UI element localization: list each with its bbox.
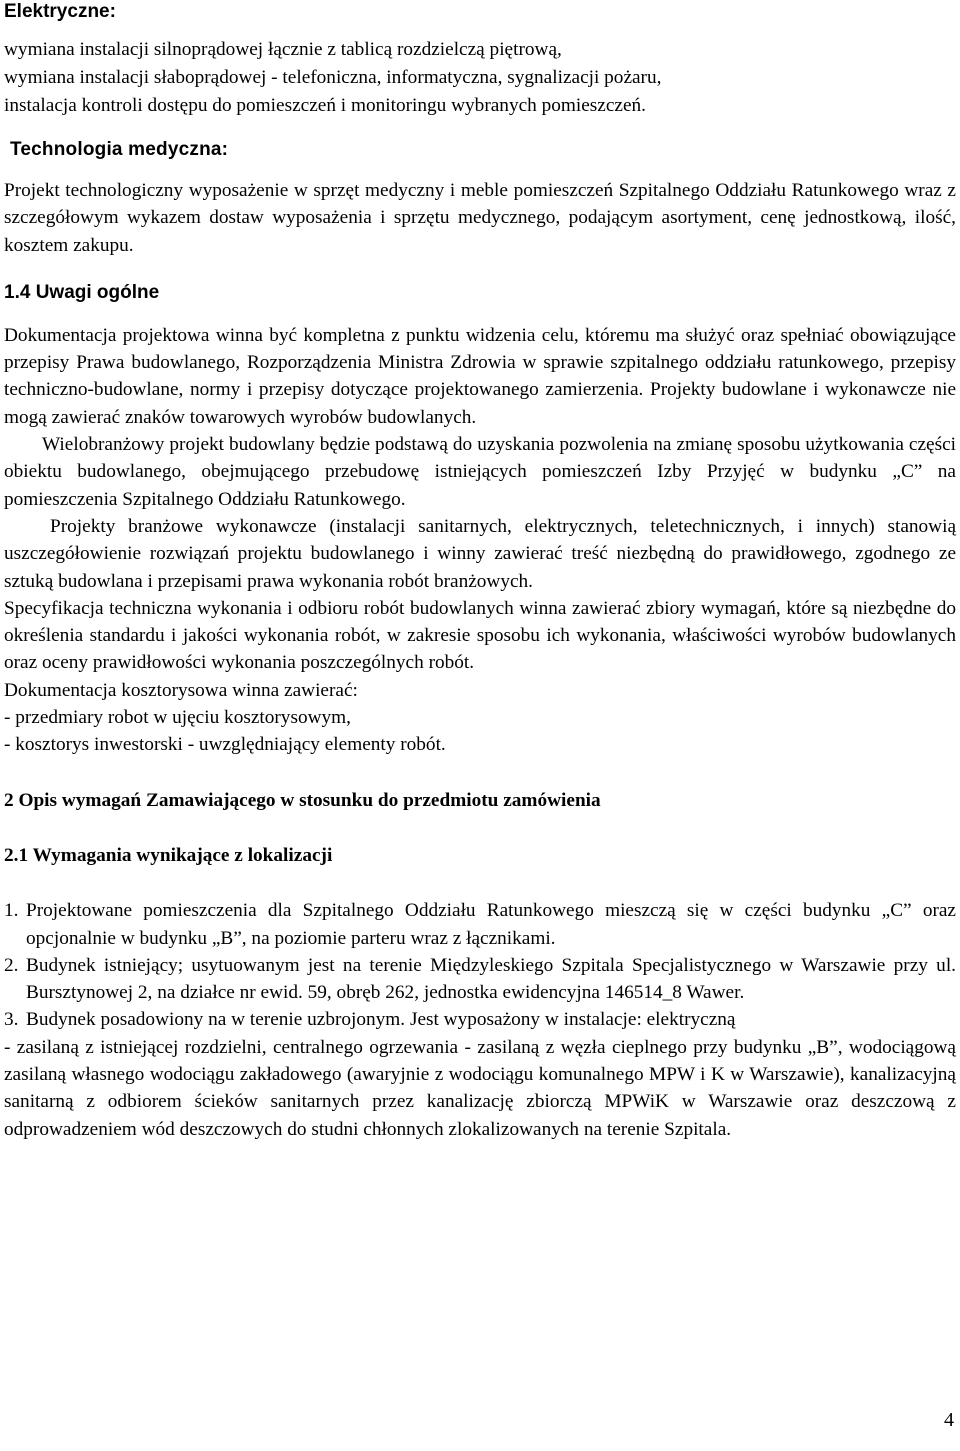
- list-number: 1.: [4, 900, 19, 922]
- technologia-paragraph: Projekt technologiczny wyposażenie w sprzęt medyczny i meble pomieszczeń Szpitalnego Oddziału Ratunkowego wraz z szczegółowym wykazem dostaw wyposażenia i sprzętu medycznego, podającym asortyment, cenę jednostkową, ilość, kosztem zakupu.: [4, 180, 956, 256]
- document-page: [4, 0, 956, 1143]
- list-text: Projektowane pomieszczenia dla Szpitalnego Oddziału Ratunkowego mieszczą się w części budynku „C” oraz opcjonalnie w budynku „B”, na poziomie parteru wraz z łącznikami.: [26, 900, 956, 949]
- elektryczne-lines: [4, 36, 956, 120]
- requirements-list: [4, 897, 956, 1143]
- list-continuation: - zasilaną z istniejącej rozdzielni, centralnego ogrzewania - zasilaną z węzła cieplnego przy budynku „B”, wodociągową zasilaną własnego wodociągu zakładowego (awaryjnie z wodociągu komunalnego MPW i K w Warszawie), kanalizacyjną sanitarną z odbiorem ścieków sanitarnych przez kanalizację zbiorczą MPWiK w Warszawie oraz deszczową z odprowadzeniem wód deszczowych do studni chłonnych zlokalizowanych na terenie Szpitala.: [4, 1036, 956, 1140]
- list-number: 2.: [4, 954, 19, 976]
- elektryczne-line-3: instalacja kontroli dostępu do pomieszczeń i monitoringu wybranych pomieszczeń.: [4, 95, 646, 116]
- heading-section-2: 2 Opis wymagań Zamawiającego w stosunku do przedmiotu zamówienia: [4, 789, 601, 811]
- uwagi-paragraph-1: Dokumentacja projektowa winna być kompletna z punktu widzenia celu, któremu ma służyć oraz spełniać obowiązujące przepisy Prawa budowlanego, Rozporządzenia Ministra Zdrowia w sprawie szpitalnego oddziału ratunkowego, przepisy techniczno-budowlane, normy i przepisy dotyczące projektowanego zamierzenia. Projekty budowlane i wykonawcze nie mogą zawierać znaków towarowych wyrobów budowlanych.: [4, 324, 956, 428]
- uwagi-paragraph-5: Dokumentacja kosztorysowa winna zawierać:: [4, 679, 358, 701]
- heading-uwagi: 1.4 Uwagi ogólne: [4, 281, 160, 303]
- list-item: [4, 952, 956, 1007]
- uwagi-paragraph-3: Projekty branżowe wykonawcze (instalacji sanitarnych, elektrycznych, teletechnicznych, i innych) stanowią uszczegółowienie rozwiązań projektu budowlanego i winny zawierać treść niezbędną do prawidłowego, zgodnego ze sztuką budowlana i przepisami prawa wykonania robót branżowych.: [4, 515, 956, 592]
- elektryczne-line-2: wymiana instalacji słaboprądowej - telefoniczna, informatyczna, sygnalizacji pożaru,: [4, 67, 662, 88]
- page-number: 4: [944, 1409, 954, 1431]
- uwagi-paragraph-7: - kosztorys inwestorski - uwzględniający elementy robót.: [4, 734, 446, 756]
- list-number: 3.: [4, 1009, 19, 1031]
- heading-technologia: Technologia medyczna:: [10, 139, 229, 160]
- uwagi-paragraph-6: - przedmiary robot w ujęciu kosztorysowym,: [4, 707, 351, 729]
- heading-elektryczne: Elektryczne:: [4, 1, 116, 22]
- uwagi-paragraph-4: Specyfikacja techniczna wykonania i odbioru robót budowlanych winna zawierać zbiory wymagań, które są niezbędne do określenia standardu i jakości wykonania robót, w zakresie sposobu ich wykonania, właściwości wyrobów budowlanych oraz oceny prawidłowości wykonania poszczególnych robót.: [4, 597, 956, 674]
- list-text: Budynek posadowiony na w terenie uzbrojonym. Jest wyposażony w instalacje: elektryczną: [26, 1009, 736, 1031]
- elektryczne-line-1: wymiana instalacji silnoprądowej łącznie z tablicą rozdzielczą piętrową,: [4, 39, 562, 60]
- heading-section-2-1: 2.1 Wymagania wynikające z lokalizacji: [4, 844, 333, 866]
- list-item: [4, 897, 956, 952]
- uwagi-paragraph-2: Wielobranżowy projekt budowlany będzie podstawą do uzyskania pozwolenia na zmianę sposobu użytkowania części obiektu budowlanego, obejmującego przebudowę istniejących pomieszczeń Izby Przyjęć w budynku „C” na pomieszczenia Szpitalnego Oddziału Ratunkowego.: [4, 434, 956, 510]
- list-item: [4, 1006, 956, 1033]
- list-text: Budynek istniejący; usytuowanym jest na terenie Międzyleskiego Szpitala Specjalistycznego w Warszawie przy ul. Bursztynowej 2, na działce nr ewid. 59, obręb 262, jednostka ewidencyjna 146514_8 Wawer.: [26, 954, 956, 1004]
